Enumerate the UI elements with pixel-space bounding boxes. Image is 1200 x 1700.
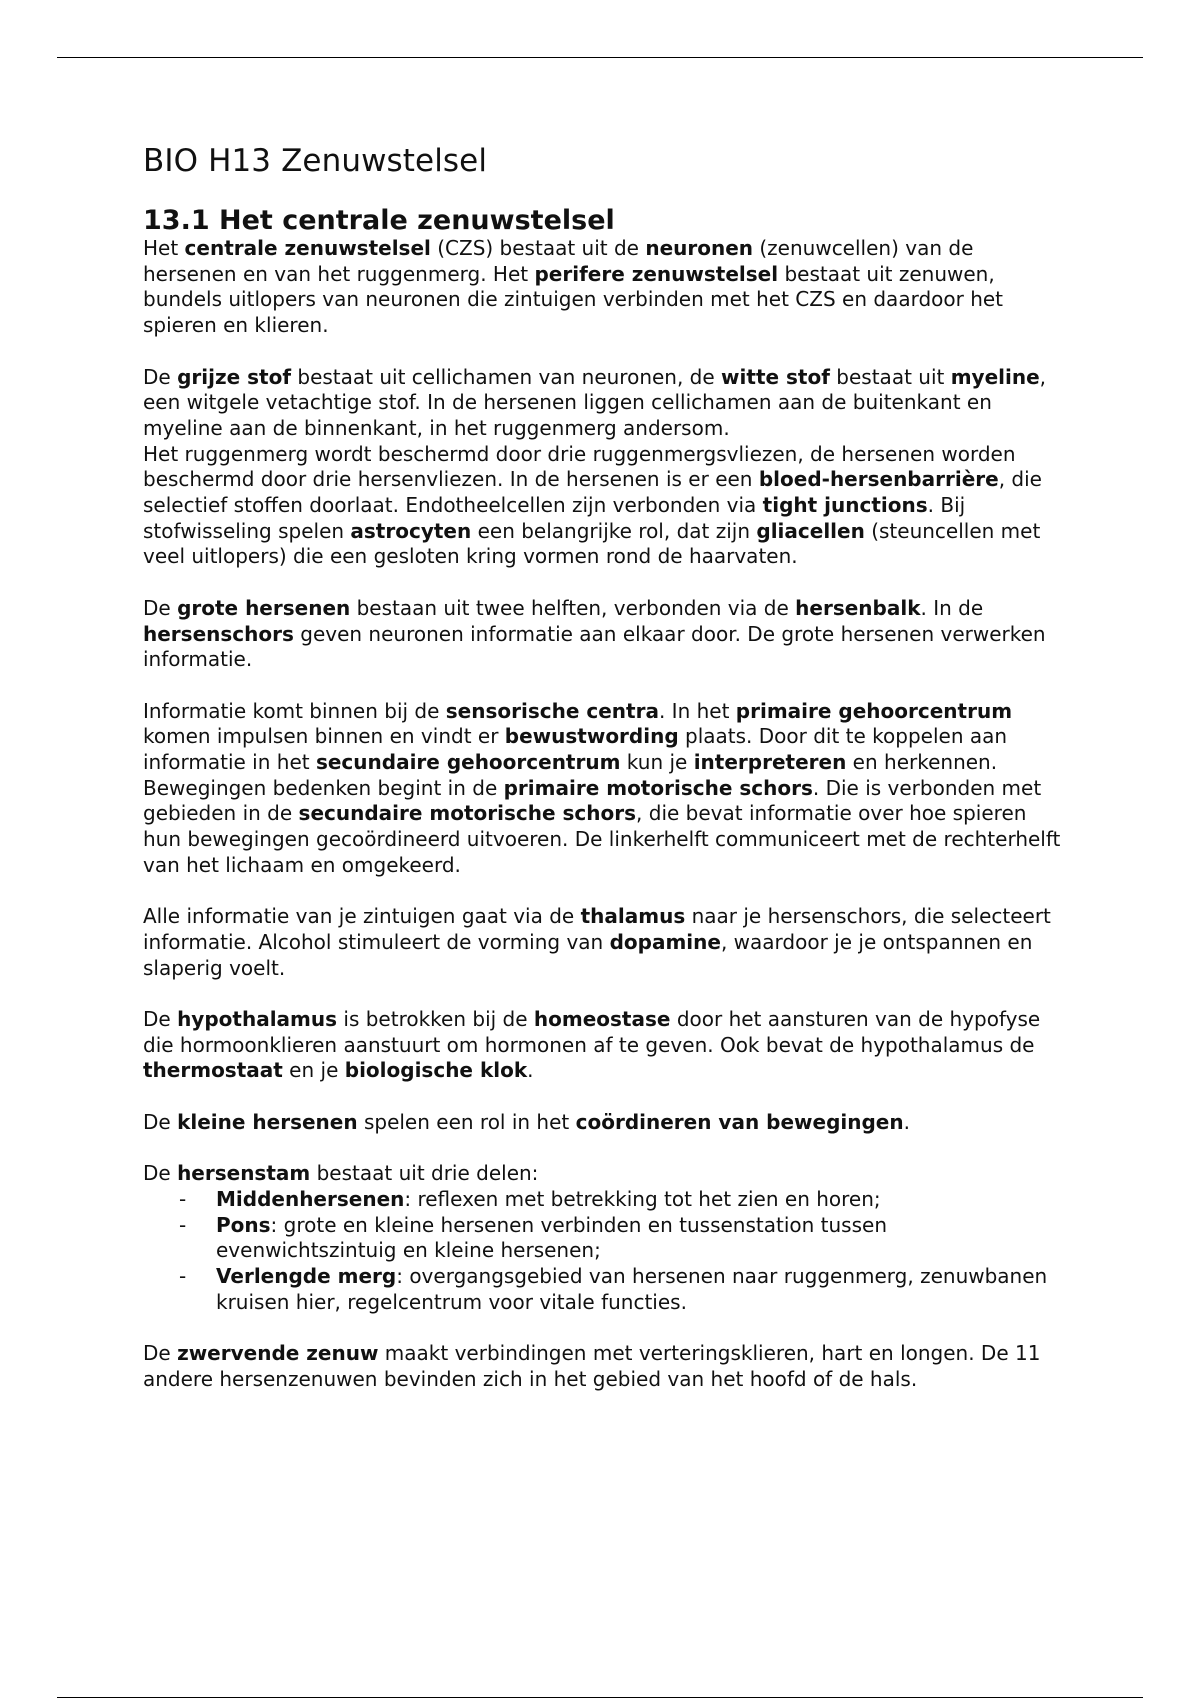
bold-term: Verlengde merg — [216, 1264, 397, 1289]
bold-term: secundaire motorische schors — [298, 801, 637, 826]
paragraph-thalamus: Alle informatie van je zintuigen gaat via de thalamus naar je hersenschors, die selecteert informatie. Alcohol stimuleert de vorming van dopamine, waardoor je je ontspannen en slaperig voelt. — [143, 904, 1051, 980]
bold-term: grijze stof — [177, 364, 292, 389]
bold-term: tight junctions — [762, 493, 928, 518]
bold-term: thermostaat — [143, 1058, 283, 1083]
dash-bullet: - — [179, 1186, 187, 1211]
bold-term: centrale zenuwstelsel — [184, 236, 431, 260]
bold-term: bloed-hersenbarrière — [758, 467, 999, 492]
bold-term: hersenbalk — [795, 595, 921, 620]
bold-term: thalamus — [580, 904, 686, 929]
bold-term: coördineren van bewegingen — [575, 1109, 904, 1134]
bold-term: hypothalamus — [177, 1007, 338, 1032]
paragraph-grote-hersenen: De grote hersenen bestaan uit twee helften, verbonden via de hersenbalk. In de hersenschors geven neuronen informatie aan elkaar door. De grote hersenen verwerken informatie. — [143, 595, 1046, 672]
bold-term: sensorische centra — [445, 698, 659, 723]
bold-term: gliacellen — [756, 518, 865, 543]
bold-term: secundaire gehoorcentrum — [315, 750, 621, 775]
bold-term: myeline — [950, 364, 1040, 389]
top-rule — [57, 57, 1143, 58]
bold-term: Middenhersenen — [216, 1186, 405, 1211]
list-item — [143, 1187, 1063, 1213]
dash-bullet: - — [179, 1264, 187, 1289]
paragraph-zwervende-zenuw: De zwervende zenuw maakt verbindingen met verteringsklieren, hart en longen. De 11 andere hersenzenuwen bevinden zich in het gebied van het hoofd of de hals. — [143, 1341, 1041, 1391]
bold-term: neuronen — [645, 236, 754, 260]
bottom-rule — [57, 1697, 1143, 1698]
list-item-text: Verlengde merg: overgangsgebied van hersenen naar ruggenmerg, zenuwbanen kruisen hier, regelcentrum voor vitale functies. — [216, 1264, 1048, 1314]
bold-term: homeostase — [533, 1007, 671, 1032]
bold-term: hersenschors — [143, 621, 294, 646]
bold-term: Pons — [216, 1212, 271, 1237]
bold-term: astrocyten — [350, 518, 472, 543]
bold-term: hersenstam — [177, 1161, 311, 1186]
document-title: BIO H13 Zenuwstelsel — [143, 143, 488, 179]
brainstem-list — [143, 1187, 1063, 1316]
bold-term: primaire motorische schors — [503, 775, 813, 800]
bold-term: interpreteren — [693, 750, 847, 775]
bold-term: dopamine — [609, 929, 721, 954]
paragraph-czs: Het centrale zenuwstelsel (CZS) bestaat uit de neuronen (zenuwcellen) van de hersenen en van het ruggenmerg. Het perifere zenuwstelsel bestaat uit zenuwen, bundels uitlopers van neuronen die zintuigen verbinden met het CZS en daardoor het spieren en klieren. — [143, 236, 1004, 338]
paragraph-sensorische-centra: Informatie komt binnen bij de sensorische centra. In het primaire gehoorcentrum komen impulsen binnen en vindt er bewustwording plaats. Door dit te koppelen aan informatie in het secundaire gehoorcentrum kun je interpreteren en herkennen. — [143, 698, 1013, 775]
section-heading: 13.1 Het centrale zenuwstelsel — [143, 205, 615, 236]
bold-term: primaire gehoorcentrum — [735, 698, 1013, 723]
list-item — [143, 1213, 1063, 1264]
list-item-text: Middenhersenen: reflexen met betrekking tot het zien en horen; — [216, 1186, 881, 1211]
paragraph-hypothalamus: De hypothalamus is betrokken bij de homeostase door het aansturen van de hypofyse die hormoonklieren aanstuurt om hormonen af te geven. Ook bevat de hypothalamus de thermostaat en je biologische klok. — [143, 1007, 1041, 1083]
document-body — [143, 138, 1063, 1418]
bold-term: grote hersenen — [177, 595, 351, 620]
bold-term: zwervende zenuw — [177, 1341, 379, 1366]
bold-term: perifere zenuwstelsel — [534, 261, 779, 286]
bold-term: biologische klok — [344, 1058, 528, 1083]
bold-term: bewustwording — [504, 724, 679, 749]
bold-term: kleine hersenen — [177, 1109, 358, 1134]
list-item-text: Pons: grote en kleine hersenen verbinden en tussenstation tussen evenwichtszintuig en kleine hersenen; — [216, 1212, 888, 1263]
paragraph-hersenstam: De hersenstam bestaat uit drie delen: — [143, 1161, 539, 1186]
paragraph-grijze-stof: De grijze stof bestaat uit cellichamen van neuronen, de witte stof bestaat uit myeline, een witgele vetachtige stof. In de hersenen liggen cellichamen aan de buitenkant en myeline aan de binnenkant, in het ruggenmerg andersom. — [143, 364, 1047, 440]
dash-bullet: - — [179, 1212, 187, 1237]
paragraph-kleine-hersenen: De kleine hersenen spelen een rol in het coördineren van bewegingen. — [143, 1109, 910, 1134]
paragraph-ruggenmerg: Het ruggenmerg wordt beschermd door drie ruggenmergsvliezen, de hersenen worden beschermd door drie hersenvliezen. In de hersenen is er een bloed-hersenbarrière, die selectief stoffen doorlaat. Endotheelcellen zijn verbonden via tight junctions. Bij stofwisseling spelen astrocyten een belangrijke rol, dat zijn gliacellen (steuncellen met veel uitlopers) die een gesloten kring vormen rond de haarvaten. — [143, 441, 1042, 569]
bold-term: witte stof — [721, 364, 830, 389]
paragraph-motorische-schors: Bewegingen bedenken begint in de primaire motorische schors. Die is verbonden met gebieden in de secundaire motorische schors, die bevat informatie over hoe spieren hun bewegingen gecoördineerd uitvoeren. De linkerhelft communiceert met de rechterhelft van het lichaam en omgekeerd. — [143, 775, 1061, 877]
list-item — [143, 1264, 1063, 1315]
